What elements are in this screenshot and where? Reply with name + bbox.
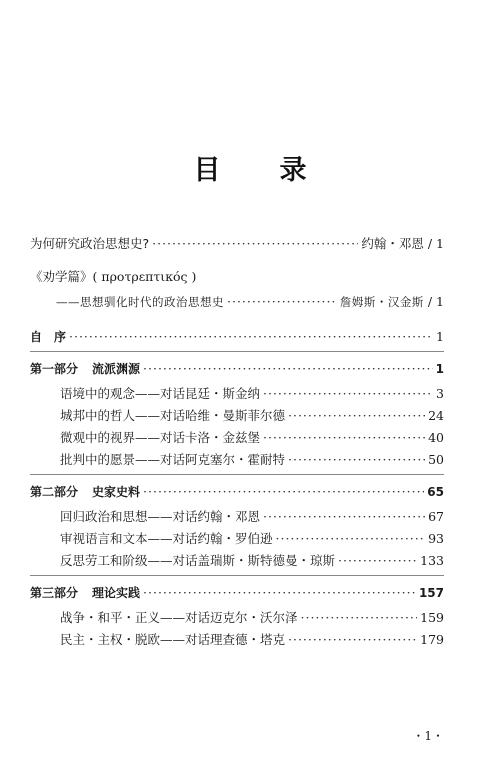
toc-item-title: 回归政治和思想——对话约翰・邓恩	[60, 509, 261, 524]
toc-item-page: 179	[420, 632, 444, 647]
dot-leader	[143, 585, 416, 601]
toc-entry-subtitle: ——思想驯化时代的政治思想史	[56, 295, 224, 309]
toc-item[interactable]	[30, 509, 444, 525]
toc-entry-page: / 1	[427, 236, 444, 251]
toc-item-title: 战争・和平・正义——对话迈克尔・沃尔泽	[60, 610, 298, 625]
page-title: 目 录	[193, 155, 323, 186]
part-label: 第一部分	[30, 362, 79, 376]
dot-leader	[263, 430, 425, 446]
part-name: 理论实践	[92, 586, 141, 600]
toc-part-3[interactable]	[30, 585, 444, 601]
toc-entry-title: 自 序	[30, 330, 67, 344]
toc-entry-page: 65	[427, 485, 444, 499]
toc-part-1[interactable]	[30, 361, 444, 377]
footer-page-number: ・1・	[412, 729, 444, 743]
dot-leader	[288, 452, 425, 468]
toc-entry-author: 约翰・邓恩	[361, 236, 424, 251]
toc-item[interactable]	[30, 452, 444, 468]
toc-item-page: 93	[428, 531, 444, 546]
toc-item-title: 反思劳工和阶级——对话盖瑞斯・斯特德曼・琼斯	[60, 553, 336, 568]
part-heading	[30, 484, 140, 500]
dot-leader	[69, 329, 433, 345]
toc-item[interactable]	[30, 632, 444, 648]
section-divider	[30, 575, 444, 576]
toc-item[interactable]	[30, 610, 444, 626]
dot-leader	[338, 553, 417, 569]
toc-entry-protrepticus-heading	[30, 269, 444, 285]
toc-item-title: 微观中的视界——对话卡洛・金兹堡	[60, 430, 261, 445]
toc-entry-preface[interactable]	[30, 329, 444, 345]
toc-item-title: 城邦中的哲人——对话哈维・曼斯菲尔德	[60, 408, 286, 423]
toc-item-page: 24	[428, 408, 444, 423]
dot-leader	[276, 531, 426, 547]
toc-entry-protrepticus[interactable]	[30, 294, 444, 310]
toc-entry-page: 157	[418, 586, 444, 600]
toc-item-page: 3	[436, 386, 444, 401]
toc-entry-page: 1	[436, 329, 444, 344]
dot-leader	[263, 386, 433, 402]
toc-entry-page: / 1	[427, 294, 444, 309]
dot-leader	[227, 294, 337, 310]
dot-leader	[263, 509, 425, 525]
part-label: 第二部分	[30, 485, 79, 499]
toc-item-page: 40	[428, 430, 444, 445]
toc-item-title: 民主・主权・脱欧——对话理查德・塔克	[60, 632, 286, 647]
toc-item[interactable]	[30, 408, 444, 424]
toc-entry-title: 《劝学篇》( προτρεπτικός )	[30, 269, 197, 284]
toc-item[interactable]	[30, 531, 444, 547]
toc-item-title: 语境中的观念——对话昆廷・斯金纳	[60, 386, 261, 401]
section-divider	[30, 474, 444, 475]
toc-entry-page: 1	[435, 362, 444, 376]
section-divider	[30, 351, 444, 352]
dot-leader	[143, 361, 433, 377]
dot-leader	[152, 236, 358, 252]
dot-leader	[301, 610, 418, 626]
table-of-contents	[30, 236, 444, 648]
toc-entry-author: 詹姆斯・汉金斯	[339, 295, 424, 309]
part-label: 第三部分	[30, 586, 79, 600]
toc-item-title: 批判中的愿景——对话阿克塞尔・霍耐特	[60, 452, 286, 467]
dot-leader	[143, 484, 424, 500]
dot-leader	[288, 408, 425, 424]
toc-entry-why-study[interactable]	[30, 236, 444, 252]
part-heading	[30, 361, 140, 377]
toc-part-2[interactable]	[30, 484, 444, 500]
toc-item-page: 133	[420, 553, 444, 568]
part-name: 流派渊源	[92, 362, 141, 376]
toc-item-page: 50	[428, 452, 444, 467]
toc-item-page: 159	[420, 610, 444, 625]
toc-item-page: 67	[428, 509, 444, 524]
part-heading	[30, 585, 140, 601]
part-name: 史家史料	[92, 485, 141, 499]
toc-item[interactable]	[30, 386, 444, 402]
dot-leader	[288, 632, 417, 648]
toc-item[interactable]	[30, 553, 444, 569]
toc-item[interactable]	[30, 430, 444, 446]
toc-entry-title: 为何研究政治思想史?	[30, 236, 150, 251]
toc-item-title: 审视语言和文本——对话约翰・罗伯逊	[60, 531, 273, 546]
